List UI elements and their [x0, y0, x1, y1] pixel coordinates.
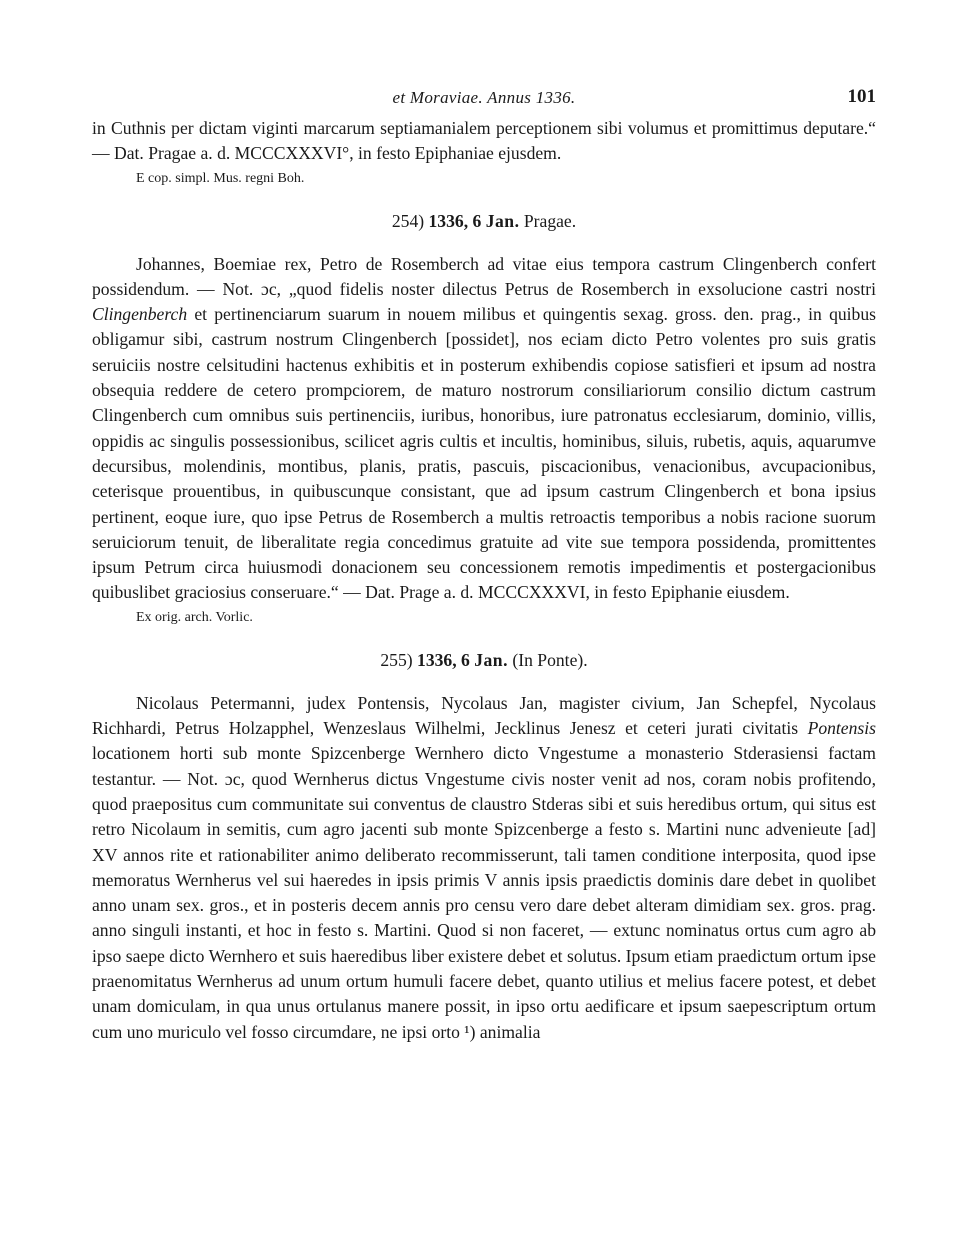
entry-text-b: locationem horti sub monte Spizcenberge Wernhero dicto Vngestume a monasterio Stderasiensi factam testantur. — Not. ɔc, quod Wernherus dictus Vngestume civis noster venit ad nos, coram nobis profitendo, quod praepositus cum communitate sui conventus de claustro Stderas sibi et suis heredibus ortum, qui situs est retro Nicolaum in semitis, cum agro jacenti sub monte Spizcenberge a festo s. Martini nunc advenieute [ad] XV annos rite et rationabiliter animo deliberato recommisserunt, tali tamen conditione interposita, quod ipse memoratus Wernherus vel sui haeredes in ipsis primis V annis ipsis praedictis dominis dare debet in quolibet anno unam sex. gros., et in posteris decem annis pro censu vero dare debet alteram dimidiam sex. gros. prag. anno singuli instanti, et hoc in festo s. Martini. Quod si non faceret, — extunc nominatus ortus cum agro ab ipso saepe dicto Wernhero et suis haeredibus liber existere debet et solutus. Ipsum etiam praedictum ortum ipse praenomitatus Wernherus ad unum ortum humuli facere debet, quanto utilius et melius facere potest, et debet unam domiculam, in qua unus ortulanus manere possit, in ipso ortu aedificare et ipsum saepescriptum ortum cum uno muriculo vel fosso circumdare, ne ipsi orto ¹) animalia — [92, 743, 876, 1042]
entry-month: Jan. — [474, 649, 508, 670]
entry-text-a: Nicolaus Petermanni, judex Pontensis, Nycolaus Jan, magister civium, Jan Schepfel, Nycolaus Richhardi, Petrus Holzapphel, Wenzeslaus Wilhelmi, Jecklinus Jenesz et ceteri jurati civitatis — [92, 692, 876, 739]
entry-number: 254) — [391, 210, 425, 231]
page-header — [92, 82, 876, 116]
entry-place: (In Ponte). — [512, 649, 588, 670]
italic-place-name: Clingenberch — [92, 304, 188, 325]
entry-body-255 — [92, 691, 876, 1045]
entry-date: 1336, 6 — [417, 649, 470, 670]
entry-heading-255 — [92, 650, 876, 671]
italic-place-name: Pontensis — [807, 718, 876, 739]
entry-month: Jan. — [485, 210, 520, 231]
entry-number: 255) — [380, 649, 413, 670]
entry-summary: Johannes, Boemiae rex, Petro de Rosemberch ad vitae eius tempora castrum Clingenberch confert possidendum. — Not. ɔc, „quod fidelis noster dilectus Petrus de Rosemberch in exsolucione castri nostri — [92, 253, 876, 299]
running-title: et Moraviae. Annus 1336. — [392, 88, 576, 107]
page-number: 101 — [847, 86, 876, 107]
source-note: Ex orig. arch. Vorlic. — [136, 609, 253, 625]
source-note: E cop. simpl. Mus. regni Boh. — [136, 170, 305, 186]
entry-date: 1336, 6 — [428, 210, 482, 231]
intro-paragraph: in Cuthnis per dictam viginti marcarum septiamanialem perceptionem sibi volumus et promittimus deputare.“ — Dat. Pragae a. d. MCCCXXXVI°, in festo Epiphaniae ejusdem. — [92, 118, 876, 164]
entry-place: Pragae. — [523, 210, 577, 231]
entry-body-254 — [92, 252, 876, 606]
page — [92, 82, 876, 1045]
entry-summary-rest: et pertinenciarum suarum in nouem milibus et quingentis sexag. gross. den. prag., in quibus obligamur sibi, castrum nostrum Clingenberch [possidet], nos eciam dicto Petro volentes pro suis gratis seruiciis nostre celsitudini hactenus exhibitis et in posterum exhibendis copiose satisfieri et ipsum ad nostra obsequia reddere de cetero prompciorem, de maturo nostrorum consiliariorum consilio dictum castrum Clingenberch cum omnibus suis pertinenciis, iuribus, honoribus, iure patronatus ecclesiarum, dominio, villis, oppidis ac singulis possessionibus, scilicet agris cultis et incultis, hominibus, siluis, rubetis, aquis, aquarumve decursibus, molendinis, montibus, planis, pratis, pascuis, piscacionibus, venacionibus, avcupacionibus, ceterisque prouentibus, in quibuscunque consistant, que ad ipsum castrum Clingenberch et bona ipsius pertinent, eoque iure, quo ipse Petrus de Rosemberch a multis retroactis temporibus a nobis racione suorum seruiciorum tenuit, de liberalitate regia concedimus gratuite ad vite sue tempora possidenda, promittentes ipsum Petrum circa huiusmodi donacionem seu concessionem remotis impedimentis et postergacionibus quibuslibet graciosius conseruare.“ — Dat. Prage a. d. MCCCXXXVI, in festo Epiphanie eiusdem. — [92, 304, 876, 603]
entry-heading-254 — [92, 211, 876, 232]
